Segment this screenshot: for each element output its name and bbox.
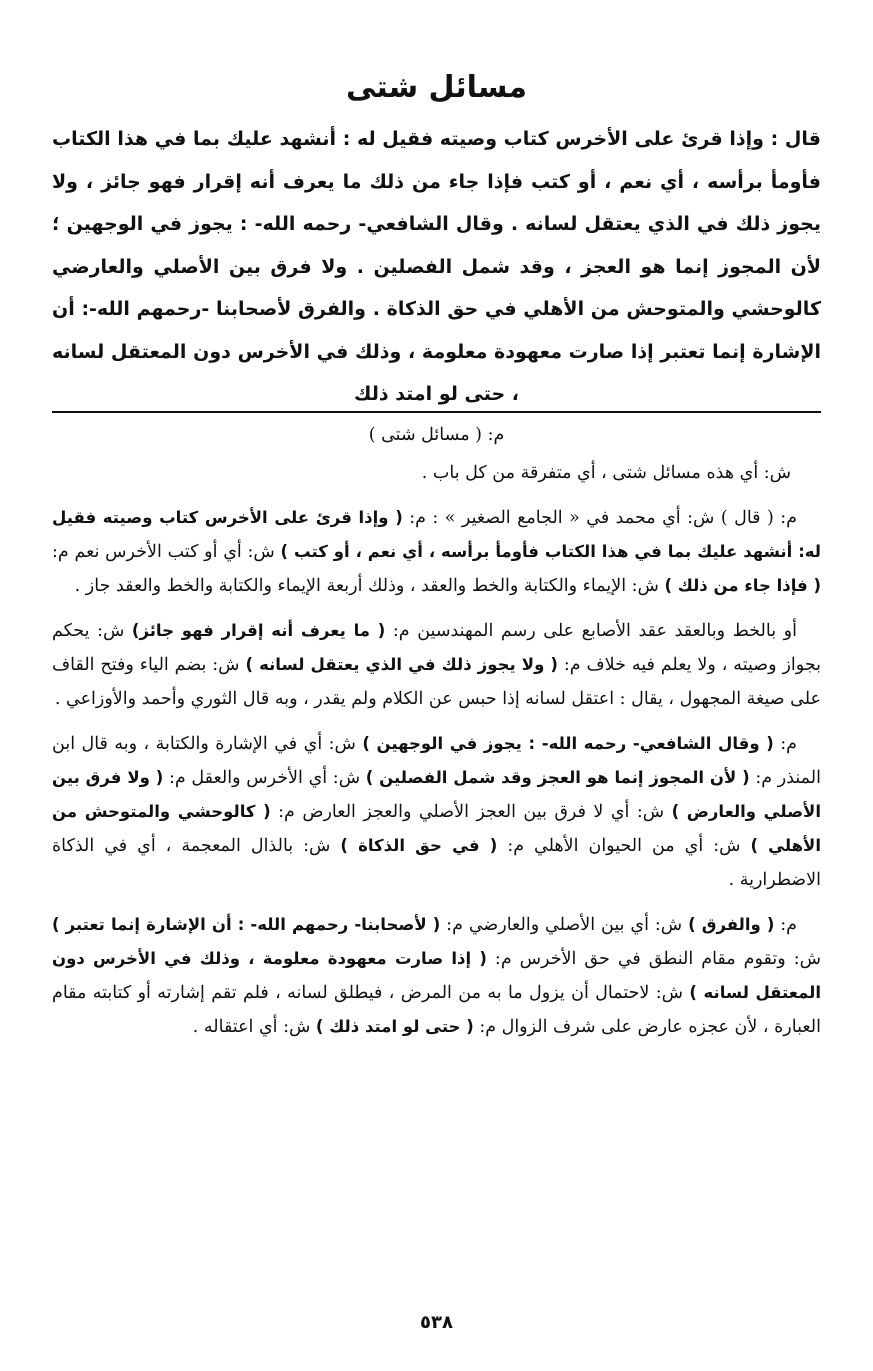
commentary-text: ش: وتقوم مقام النطق في حق الأخرس م:: [486, 949, 821, 969]
commentary-text: ش: أي اعتقاله .: [192, 1017, 316, 1037]
commentary-text: ش: بضم الياء وفتح القاف على صيغة المجهول ، يقال : اعتقل لسانه إذا حبس عن الكلام ولم يقدر ، وبه قال الثوري وأحمد والأوزاعي .: [52, 655, 821, 709]
commentary-text: ش: أي في الإشارة والكتابة ، وبه قال ابن المنذر م:: [52, 734, 821, 788]
commentary-text: ش: أي من الحيوان الأهلي م:: [497, 836, 751, 856]
commentary-text: ش: أي أو كتب الأخرس نعم م:: [52, 542, 281, 562]
commentary-text: أو بالخط وبالعقد عقد الأصابع على رسم المهندسين م:: [385, 621, 797, 641]
quoted-matn: ( فإذا جاء من ذلك ): [664, 576, 821, 595]
commentary-text: ش: لاحتمال أن يزول ما به من المرض ، فيطلق لسانه ، فلم تقم إشارته أو كتابته مقام العبارة ، لأن عجزه عارض على شرف الزوال م:: [52, 983, 821, 1037]
quoted-matn: ( لأصحابنا- رحمهم الله- : أن الإشارة إنما تعتبر ): [52, 915, 441, 934]
commentary-paragraph-1: ش: أي هذه مسائل شتى ، أي متفرقة من كل باب .: [421, 463, 791, 483]
commentary-text: م:: [773, 734, 797, 754]
quoted-matn: ( كالوحشي والمتوحش من الأهلي ): [52, 802, 821, 855]
chapter-title: مسائل شتى: [346, 70, 527, 105]
commentary-text: ش: بالذال المعجمة ، أي في الذكاة الاضطرارية .: [52, 836, 821, 890]
commentary-paragraph-5: [52, 908, 821, 1044]
commentary-paragraph-3: [52, 614, 821, 716]
commentary-text: م:: [774, 915, 798, 935]
quoted-matn: ( لأن المجوز إنما هو العجز وقد شمل الفصلين ): [365, 768, 750, 787]
quoted-matn: ( ولا يجوز ذلك في الذي يعتقل لسانه ): [245, 655, 558, 674]
commentary-text: ش: يحكم بجواز وصيته ، ولا يعلم فيه خلاف م:: [52, 621, 821, 675]
commentary-text: ش: أي لا فرق بين العجز الأصلي والعجز العارض م:: [270, 802, 672, 822]
quoted-matn: ( ما يعرف أنه إقرار فهو جائز): [131, 621, 386, 640]
quoted-matn: ( وإذا قرئ على الأخرس كتاب وصيته فقيل له: أنشهد عليك بما في هذا الكتاب فأومأ برأسه ، أي نعم ، أو كتب ): [52, 508, 821, 561]
quoted-matn: ( وقال الشافعي- رحمه الله- : يجوز في الوجهين ): [362, 734, 774, 753]
commentary-text: ش: أي بين الأصلي والعارضي م:: [440, 915, 689, 935]
quoted-matn: ( ولا فرق بين الأصلي والعارض ): [52, 768, 821, 821]
quoted-matn: ( إذا صارت معهودة معلومة ، وذلك في الأخرس دون المعتقل لسانه ): [52, 949, 822, 1002]
commentary: [52, 418, 821, 1055]
commentary-heading: م: ( مسائل شتى ): [368, 425, 505, 445]
quoted-matn: ( والفرق ): [688, 915, 775, 934]
separator-line: [52, 411, 821, 413]
commentary-paragraph-4: [52, 727, 821, 897]
commentary-paragraph-2: [52, 501, 821, 603]
quoted-matn: ( حتى لو امتد ذلك ): [315, 1017, 474, 1036]
quoted-matn: ( في حق الذكاة ): [340, 836, 498, 855]
main-text: قال : وإذا قرئ على الأخرس كتاب وصيته فقيل له : أنشهد عليك بما في هذا الكتاب فأومأ برأسه ، أي نعم ، أو كتب فإذا جاء من ذلك ما يعرف أنه إقرار فهو جائز ، ولا يجوز ذلك في الذي يعتقل لسانه . وقال الشافعي- رحمه الله- : يجوز في الوجهين ؛لأن المجوز إنما هو العجز ، وقد شمل الفصلين . ولا فرق بين الأصلي والعارضي كالوحشي والمتوحش من الأهلي في حق الذكاة . والفرق لأصحابنا -رحمهم الله-: أن الإشارة إنما تعتبر إذا صارت معهودة معلومة ، وذلك في الأخرس دون المعتقل لسانه ، حتى لو امتد ذلك: [52, 128, 821, 405]
commentary-text: ش: أي الأخرس والعقل م:: [163, 768, 366, 788]
commentary-text: م: ( قال ) ش: أي محمد في « الجامع الصغير » : م:: [402, 508, 797, 528]
commentary-text: ش: الإيماء والكتابة والخط والعقد ، وذلك أربعة الإيماء والكتابة والخط والعقد جاز .: [74, 576, 665, 596]
page-number: ٥٣٨: [420, 1312, 453, 1333]
